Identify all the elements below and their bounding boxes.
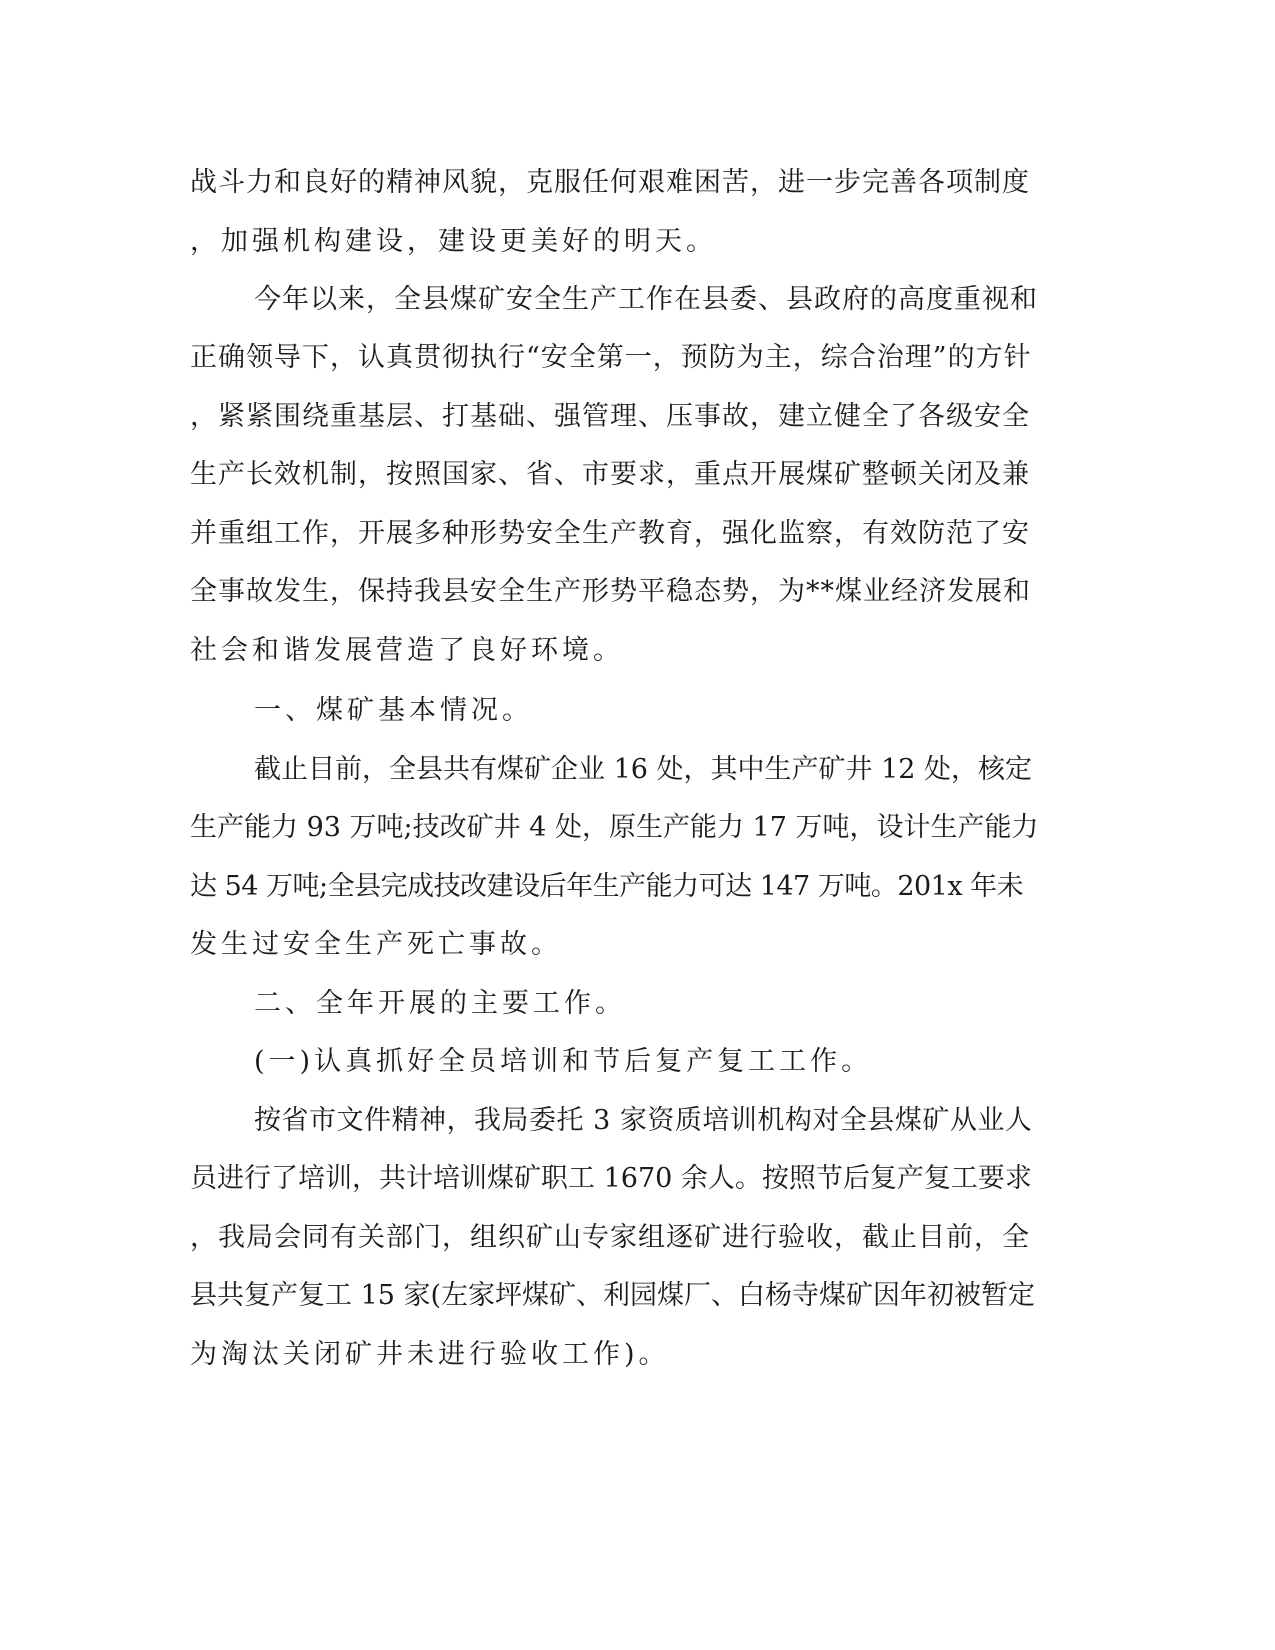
text-line: 战斗力和良好的精神风貌，克服任何艰难困苦，进一步完善各项制度 <box>190 167 1030 198</box>
text-line: 县共复产复工 15 家(左家坪煤矿、利园煤厂、白杨寺煤矿因年初被暂定 <box>190 1280 1036 1311</box>
text-line: 生产能力 93 万吨;技改矿井 4 处，原生产能力 17 万吨，设计生产能力 <box>190 812 1039 843</box>
text-line: ，我局会同有关部门，组织矿山专家组逐矿进行验收，截止目前，全 <box>190 1222 1030 1253</box>
text-line: 社会和谐发展营造了良好环境。 <box>190 635 624 666</box>
text-line: ，紧紧围绕重基层、打基础、强管理、压事故，建立健全了各级安全 <box>190 401 1030 432</box>
text-line: 正确领导下，认真贯彻执行“安全第一，预防为主，综合治理”的方针 <box>190 342 1032 373</box>
text-line: 发生过安全生产死亡事故。 <box>190 929 562 960</box>
subsection-heading: (一)认真抓好全员培训和节后复产复工工作。 <box>254 1046 873 1077</box>
text-line: 生产长效机制，按照国家、省、市要求，重点开展煤矿整顿关闭及兼 <box>190 459 1030 490</box>
text-line: 员进行了培训，共计培训煤矿职工 1670 余人。按照节后复产复工要求 <box>190 1163 1032 1194</box>
text-line: 按省市文件精神，我局委托 3 家资质培训机构对全县煤矿从业人 <box>254 1105 1033 1136</box>
text-line: 为淘汰关闭矿井未进行验收工作)。 <box>190 1339 670 1370</box>
text-line: 达 54 万吨;全县完成技改建设后年生产能力可达 147 万吨。201x 年未 <box>190 871 1024 902</box>
text-line: 全事故发生，保持我县安全生产形势平稳态势，为**煤业经济发展和 <box>190 576 1031 607</box>
text-line: 今年以来，全县煤矿安全生产工作在县委、县政府的高度重视和 <box>254 284 1038 315</box>
text-line: 截止目前，全县共有煤矿企业 16 处，其中生产矿井 12 处，核定 <box>254 754 1033 785</box>
section-heading: 一、煤矿基本情况。 <box>254 695 533 726</box>
section-heading: 二、全年开展的主要工作。 <box>254 988 626 1019</box>
text-line: ，加强机构建设，建设更美好的明天。 <box>190 226 717 257</box>
text-line: 并重组工作，开展多种形势安全生产教育，强化监察，有效防范了安 <box>190 518 1030 549</box>
